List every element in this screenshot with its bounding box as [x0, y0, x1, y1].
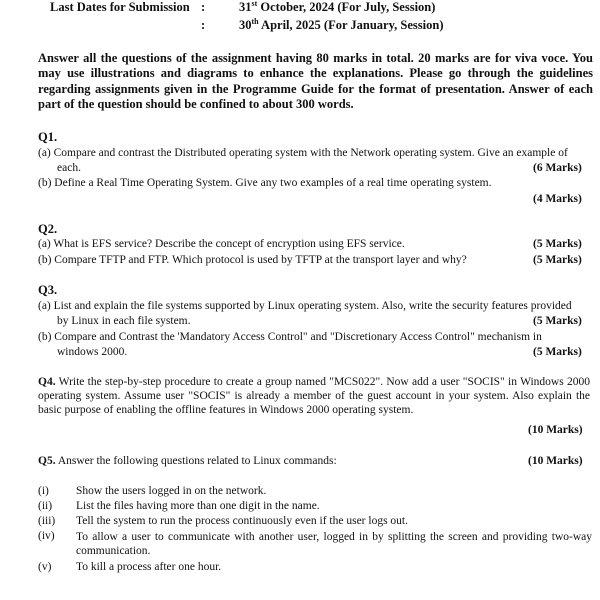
q3-label: Q3.: [38, 283, 58, 297]
date1-rest: October, 2024 (For July, Session): [257, 0, 436, 14]
q5-item-text: To allow a user to communicate with another user, logged in by splitting the screen and providing two-way communication.: [76, 531, 592, 557]
q5-marks: (10 Marks): [528, 455, 583, 467]
q1-a-line2: each.: [57, 162, 81, 174]
q1-b-text: (b) Define a Real Time Operating System. Give any two examples of a real time operating system.: [38, 177, 492, 189]
q5-item-num: (v): [38, 561, 52, 573]
submission-date-july: [239, 0, 435, 15]
q3-b-marks: (5 Marks): [533, 346, 582, 358]
date2-sup: th: [251, 16, 259, 26]
q3-b-line1: (b) Compare and Contrast the 'Mandatory Access Control" and "Discretionary Access Control" mechanism in: [38, 331, 542, 343]
q3-a-line1: (a) List and explain the file systems supported by Linux operating system. Also, write the security features provided: [38, 300, 572, 312]
q5-item-num: (iii): [38, 515, 56, 527]
q1-label: Q1.: [38, 130, 58, 144]
q5-item-num: (i): [38, 485, 49, 497]
q5-item-text: To kill a process after one hour.: [76, 561, 222, 573]
date2-day: 30: [239, 18, 252, 32]
header-colon-2: :: [201, 18, 206, 32]
q4-label: Q4.: [38, 376, 56, 388]
q4-paragraph: [38, 375, 590, 417]
q5-item-text: List the files having more than one digit in the name.: [76, 500, 320, 512]
q1-a-marks: (6 Marks): [533, 162, 582, 174]
q5-heading: [38, 455, 337, 467]
q3-b-line2: windows 2000.: [57, 346, 128, 358]
date2-rest: April, 2025 (For January, Session): [258, 18, 444, 32]
instructions-paragraph: Answer all the questions of the assignment having 80 marks in total. 20 marks are for viva voce. You may use illustrations and diagrams to enhance the explanations. Please go through the guidelines regarding assignments given in the Programme Guide for the format of presentation. Answer of each part of the question should be confined to about 300 words.: [38, 51, 593, 111]
q2-b-text: (b) Compare TFTP and FTP. Which protocol is used by TFTP at the transport layer and why?: [38, 254, 467, 266]
q1-a-line1: (a) Compare and contrast the Distributed operating system with the Network operating system. Give an example of: [38, 147, 568, 159]
q2-a-marks: (5 Marks): [533, 238, 582, 250]
q5-label: Q5.: [38, 455, 56, 467]
q5-item-text: Show the users logged in on the network.: [76, 485, 267, 497]
q5-text: Answer the following questions related to Linux commands:: [57, 455, 337, 467]
submission-date-january: [239, 18, 443, 33]
date1-sup: st: [251, 0, 258, 8]
last-dates-label: Last Dates for Submission: [50, 0, 190, 14]
q3-a-line2: by Linux in each file system.: [57, 315, 191, 327]
q2-a-text: (a) What is EFS service? Describe the concept of encryption using EFS service.: [38, 238, 405, 250]
header-colon-1: :: [201, 0, 206, 14]
q2-label: Q2.: [38, 222, 58, 236]
q1-b-marks: (4 Marks): [533, 193, 582, 205]
q4-text: Write the step-by-step procedure to create a group named "MCS022". Now add a user "SOCIS" in Windows 2000 operating system. Assume user "SOCIS" is already a member of the guest account in your system. Also explain the basic purpose of enabling the offline features in Windows 2000 operating system.: [38, 376, 590, 416]
q2-b-marks: (5 Marks): [533, 254, 582, 266]
q4-marks: (10 Marks): [528, 424, 583, 436]
q5-item-text: Tell the system to run the process continuously even if the user logs out.: [76, 515, 408, 527]
q5-item-num: (ii): [38, 500, 53, 512]
q5-item-num: (iv): [38, 530, 55, 542]
date1-day: 31: [239, 0, 252, 14]
q3-a-marks: (5 Marks): [533, 315, 582, 327]
